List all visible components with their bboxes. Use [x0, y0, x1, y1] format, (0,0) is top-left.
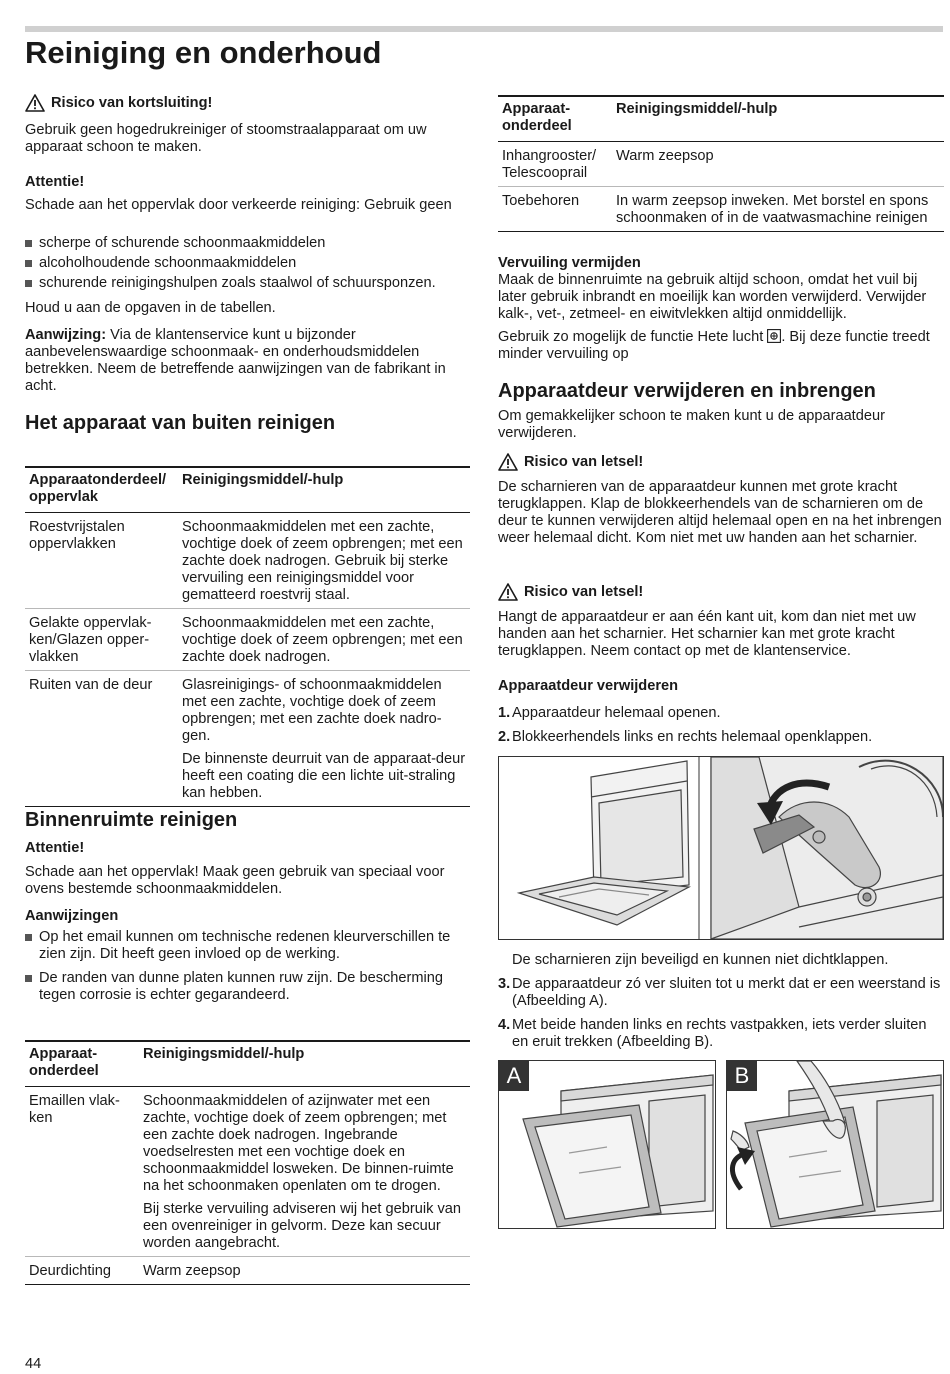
table-cell: Warm zeepsop: [139, 1257, 470, 1285]
page-title: Reiniging en onderhoud: [25, 35, 382, 70]
note-paragraph: [25, 327, 470, 395]
attention-after: Houd u aan de opgaven in de tabellen.: [25, 300, 276, 316]
table-header: Apparaat-onderdeel: [25, 1041, 139, 1087]
heading-door-removal: Apparaatdeur verwijderen en inbrengen: [498, 380, 876, 402]
table-cell: Roestvrijstalen oppervlakken: [29, 519, 125, 552]
warning-injury-1: [498, 453, 643, 471]
notes-list: [25, 929, 470, 1007]
accessories-table: [498, 95, 944, 232]
table-cell: Inhangrooster/ Telescooprail: [502, 148, 597, 181]
warning-title: Risico van letsel!: [524, 453, 644, 470]
remove-door-title: Apparaatdeur verwijderen: [498, 678, 679, 694]
attention-text: Schade aan het oppervlak! Maak geen gebruik van speciaal voor ovens bestemde schoonmaakmiddelen.: [25, 864, 445, 897]
warning-text: Hangt de apparaatdeur er aan één kant uit, kom dan niet met uw handen aan het scharnier. Het scharnier kan met grote kracht terugklappen. Neem contact op met de klantenservice.: [498, 609, 916, 659]
table-cell: Deurdichting: [25, 1257, 139, 1285]
door-intro: Om gemakkelijker schoon te maken kunt u de apparaatdeur verwijderen.: [498, 408, 885, 441]
table-cell: Ruiten van de deur: [25, 671, 178, 807]
hinge-illustration: [498, 756, 944, 940]
table-header: Apparaatonderdeel/ oppervlak: [25, 467, 178, 513]
warning-text: De scharnieren van de apparaatdeur kunnen met grote kracht terugklappen. Klap de blokkeerhendels van de scharnieren om de deur te kunnen verwijderen altijd helemaal open en na het inbrengen weer helemaal dicht. Kom niet met uw handen aan het scharnier.: [498, 479, 942, 546]
cell-text: Schoonmaakmiddelen met een zachte, vochtige doek of zeem opbrengen; met een zachte doek nadrogen. Gebruik bij sterke vervuiling een reinigingsmiddel voor gematteerd roestvrij staal.: [182, 519, 463, 603]
cell-text: Glasreinigings- of schoonmaakmiddelen met een zachte, vochtige doek of zeem opbrengen; met een zachte doek nadro-gen.: [182, 677, 442, 744]
oven-door-drawing-a: [499, 1061, 715, 1228]
table-row: [25, 513, 470, 609]
step-number: 4.: [498, 1017, 511, 1033]
dirt-text-2: [498, 329, 944, 363]
step-text: De apparaatdeur zó ver sluiten tot u merkt dat er een weerstand is (Afbeelding A).: [512, 976, 941, 1009]
list-item: De randen van dunne platen kunnen ruw zijn. De bescherming tegen corrosie is echter gegarandeerd.: [25, 970, 470, 1004]
inside-table-wrap: [25, 1040, 470, 1285]
table-cell: In warm zeepsop inweken. Met borstel en spons schoonmaken of in de vaatwasmachine reinigen: [612, 187, 944, 232]
table-row: [25, 1257, 470, 1285]
outside-table-wrap: [25, 466, 470, 807]
notes-title: Aanwijzingen: [25, 908, 119, 924]
table-header: Apparaat-onderdeel: [498, 96, 612, 142]
header-rule: [25, 26, 943, 32]
table-row: [25, 1087, 470, 1257]
warning-text: Gebruik geen hogedrukreiniger of stoomstraalapparaat om uw apparaat schoon te maken.: [25, 122, 427, 155]
warning-title: Risico van letsel!: [524, 583, 644, 600]
steps-list-b: [498, 976, 944, 1051]
warning-title: Risico van kortsluiting!: [51, 94, 213, 111]
step-item: [498, 705, 944, 722]
table-cell: [178, 513, 470, 609]
table-header: Reinigingsmiddel/-hulp: [139, 1041, 470, 1087]
figure-a-label: A: [499, 1061, 529, 1091]
step-item: [498, 976, 944, 1010]
inside-cleaning-table: [25, 1040, 470, 1285]
dirt-title: Vervuiling vermijden: [498, 255, 641, 271]
table-row: [25, 671, 470, 807]
table-cell: [178, 609, 470, 671]
table-header: Reinigingsmiddel/-hulp: [178, 467, 470, 513]
list-item: schurende reinigingshulpen zoals staalwol of schuursponzen.: [25, 275, 475, 292]
step-number: 1.: [498, 705, 511, 721]
table-cell: [178, 671, 470, 807]
step-text: Met beide handen links en rechts vastpakken, iets verder sluiten en eruit trekken (Afbeelding B).: [512, 1017, 927, 1050]
dirt-text-2a: Gebruik zo mogelijk de functie Hete lucht: [498, 329, 768, 345]
table-cell: Warm zeepsop: [616, 148, 714, 164]
step-text: Apparaatdeur helemaal openen.: [512, 705, 721, 721]
note-text: Via de klantenservice kunt u bijzonder aanbevelenswaardige schoonmaak- en onderhoudsmiddelen betrekken. Neem de betreffende aanwijzingen van de fabrikant in acht.: [25, 327, 446, 394]
step-text: Blokkeerhendels links en rechts helemaal openklappen.: [512, 729, 873, 745]
cell-text: Schoonmaakmiddelen of azijnwater met een zachte, vochtige doek of zeem opbrengen; met een zachte doek nadrogen. Ingebrande voedselresten met een vochtige doek en schoonmaakmiddel losweken. De binnen-ruimte na het schoonmaken openlaten om te drogen.: [143, 1093, 454, 1194]
cell-text: De binnenste deurruit van de apparaat-deur heeft een coating die een lichte uit-straling kan hebben.: [182, 751, 466, 801]
cell-text: Schoonmaakmiddelen met een zachte, vochtige doek of zeem opbrengen; met een zachte doek nadrogen.: [182, 615, 463, 665]
figure-b-label: B: [727, 1061, 757, 1091]
warning-triangle-icon: [25, 94, 45, 112]
steps-list-a: [498, 705, 944, 746]
step-item: [498, 729, 944, 746]
heading-outside-cleaning: Het apparaat van buiten reinigen: [25, 412, 336, 434]
step-number: 2.: [498, 729, 511, 745]
attention-list: [25, 235, 475, 295]
table-header: Reinigingsmiddel/-hulp: [612, 96, 944, 142]
table-row: [498, 187, 944, 232]
oven-door-drawing-b: [727, 1061, 943, 1228]
figure-b: [726, 1060, 944, 1229]
attention-title: Attentie!: [25, 174, 85, 190]
warning-injury-2: [498, 583, 643, 601]
dirt-text-2b: . Bij deze functie treedt minder vervuiling op: [498, 329, 930, 362]
accessories-table-wrap: [498, 95, 944, 232]
heading-inside-cleaning: Binnenruimte reinigen: [25, 809, 238, 831]
hot-air-icon: [767, 329, 781, 343]
dirt-text: Maak de binnenruimte na gebruik altijd schoon, omdat het vuil bij later gebruik inbrandt en moeilijk kan worden verwijderd. Verwijder kalk-, vet-, zetmeel- en eiwitvlekken altijd onmiddellijk.: [498, 272, 927, 322]
table-row: [498, 142, 944, 187]
page-number: 44: [25, 1356, 42, 1372]
cell-text: Bij sterke vervuiling adviseren wij het gebruik van een ovenreiniger in gelvorm. Deze kan secuur worden aangebracht.: [143, 1201, 461, 1251]
warning-short-circuit: [25, 94, 212, 112]
table-cell: Emaillen vlak-ken: [29, 1093, 120, 1126]
table-row: [25, 609, 470, 671]
list-item: Op het email kunnen om technische redenen kleurverschillen te zien zijn. Dit heeft geen invloed op de werking.: [25, 929, 470, 963]
note-label: Aanwijzing:: [25, 327, 107, 343]
figure-caption: De scharnieren zijn beveiligd en kunnen niet dichtklappen.: [512, 952, 889, 968]
list-item: scherpe of schurende schoonmaakmiddelen: [25, 235, 475, 252]
warning-triangle-icon: [498, 583, 518, 601]
table-cell: Toebehoren: [498, 187, 612, 232]
figure-a: [498, 1060, 716, 1229]
attention-title: Attentie!: [25, 840, 85, 856]
table-cell: [139, 1087, 470, 1257]
outside-cleaning-table: [25, 466, 470, 807]
table-cell: Gelakte oppervlak-ken/Glazen opper-vlakken: [25, 609, 178, 671]
list-item: alcoholhoudende schoonmaakmiddelen: [25, 255, 475, 272]
step-number: 3.: [498, 976, 511, 992]
attention-text: Schade aan het oppervlak door verkeerde reiniging: Gebruik geen: [25, 197, 452, 213]
step-item: [498, 1017, 944, 1051]
warning-triangle-icon: [498, 453, 518, 471]
oven-hinge-drawing: [499, 757, 943, 939]
